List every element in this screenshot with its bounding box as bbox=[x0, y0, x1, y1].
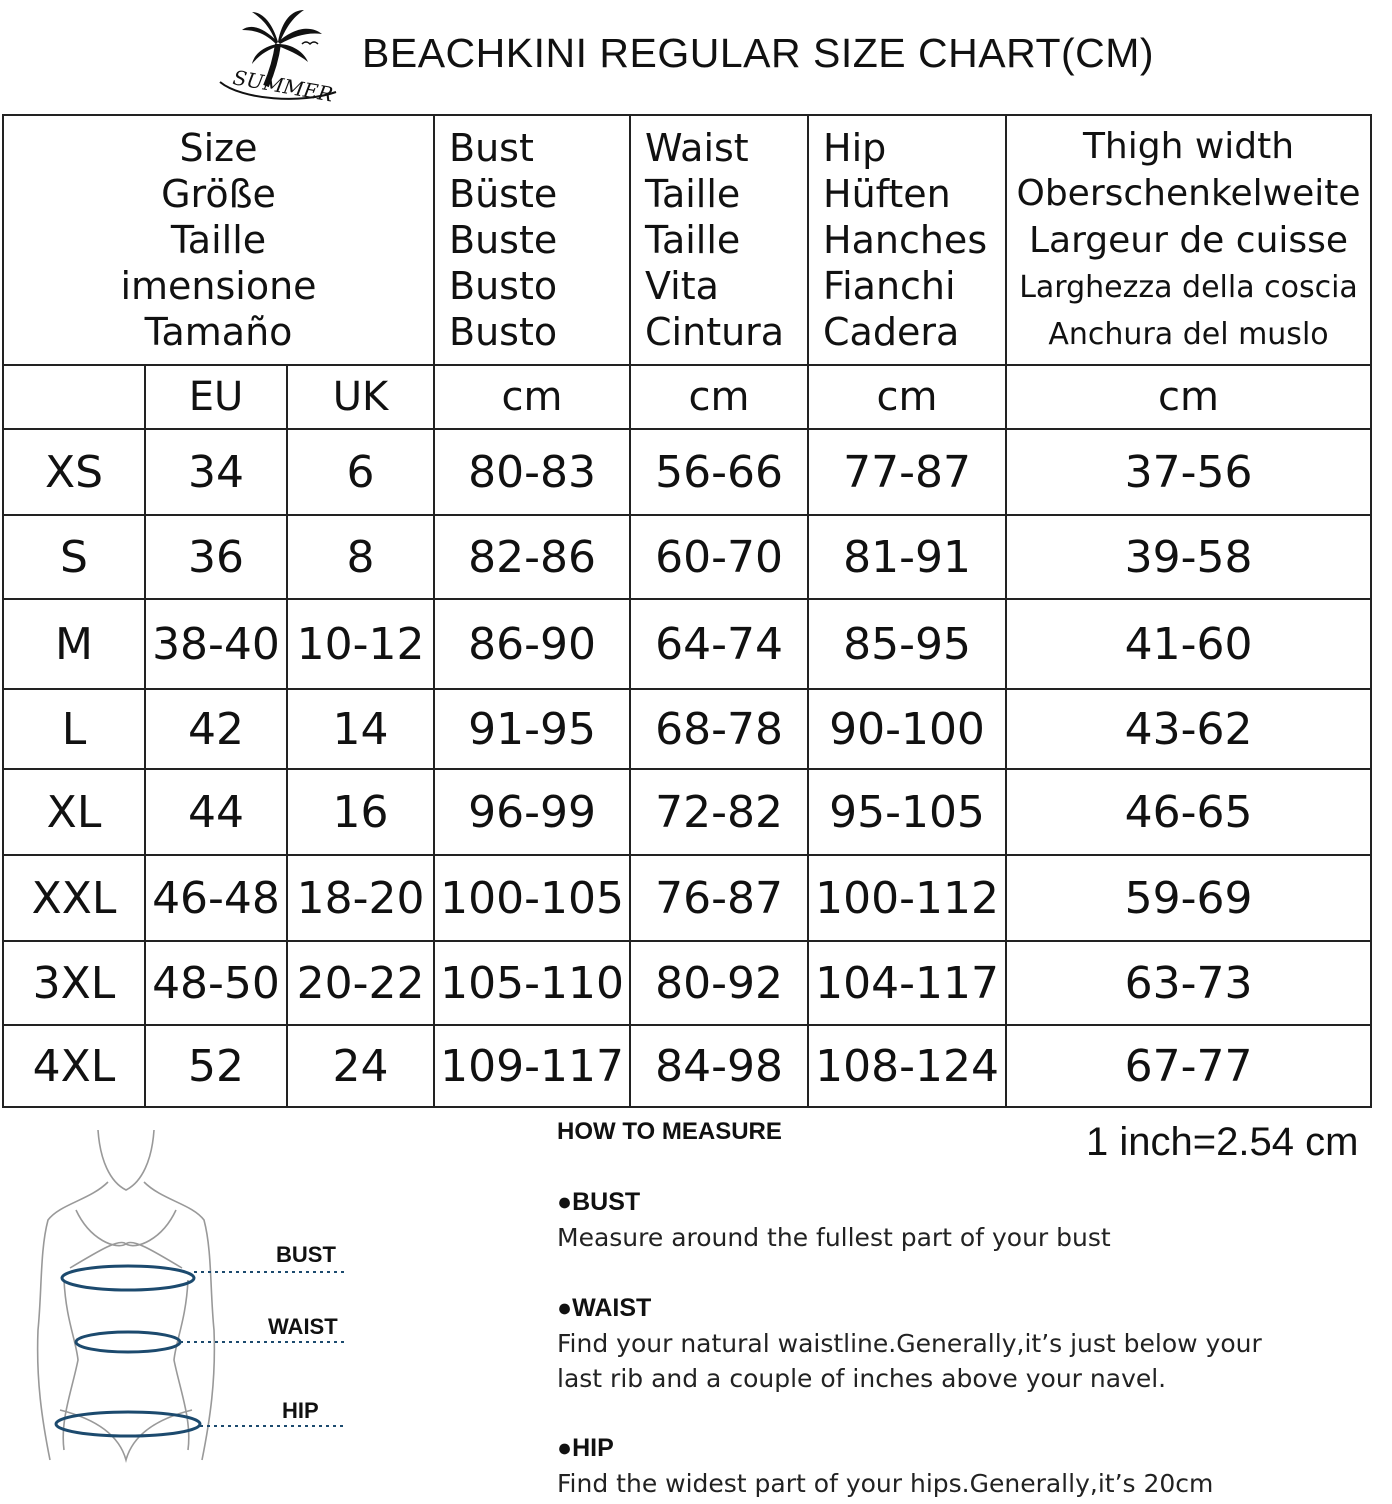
hip-section-title: ●HIP bbox=[557, 1434, 614, 1462]
unit-cell: UK bbox=[287, 365, 434, 429]
unit-cell: cm bbox=[1006, 365, 1371, 429]
palm-tree-logo bbox=[212, 4, 342, 106]
page-title: BEACHKINI REGULAR SIZE CHART(CM) bbox=[362, 30, 1155, 76]
header-bust: Bust Büste Buste Busto Busto bbox=[434, 115, 630, 365]
unit-cell: EU bbox=[145, 365, 287, 429]
logo-text: SUMMER bbox=[231, 65, 335, 106]
table-row: S 36 8 82-86 60-70 81-91 39-58 bbox=[3, 515, 1371, 599]
waist-section-text-2: last rib and a couple of inches above your navel. bbox=[557, 1364, 1167, 1393]
bust-section-title: ●BUST bbox=[557, 1188, 641, 1216]
waist-section-title: ●WAIST bbox=[557, 1294, 652, 1322]
body-measurement-figure bbox=[20, 1120, 360, 1500]
inch-conversion: 1 inch=2.54 cm bbox=[1086, 1120, 1359, 1164]
header-thigh: Thigh width Oberschenkelweite Largeur de cuisse Larghezza della coscia Anchura del muslo bbox=[1006, 115, 1371, 365]
table-row: XXL 46-48 18-20 100-105 76-87 100-112 59-69 bbox=[3, 855, 1371, 941]
waist-section-text-1: Find your natural waistline.Generally,it’s just below your bbox=[557, 1329, 1262, 1358]
units-row bbox=[3, 365, 1371, 429]
how-to-measure-heading: HOW TO MEASURE bbox=[557, 1118, 782, 1145]
bust-section-text: Measure around the fullest part of your bust bbox=[557, 1223, 1111, 1252]
size-chart-table bbox=[2, 114, 1372, 1108]
header-hip: Hip Hüften Hanches Fianchi Cadera bbox=[808, 115, 1006, 365]
hip-section-text: Find the widest part of your hips.Generally,it’s 20cm bbox=[557, 1469, 1214, 1498]
table-row: 4XL 52 24 109-117 84-98 108-124 67-77 bbox=[3, 1025, 1371, 1107]
header-waist: Waist Taille Taille Vita Cintura bbox=[630, 115, 808, 365]
body-outline-illustration bbox=[20, 1120, 360, 1500]
unit-cell: cm bbox=[808, 365, 1006, 429]
table-row: M 38-40 10-12 86-90 64-74 85-95 41-60 bbox=[3, 599, 1371, 689]
header-size: Size Größe Taille imensione Tamaño bbox=[3, 115, 434, 365]
unit-cell: cm bbox=[434, 365, 630, 429]
page-header bbox=[0, 0, 1392, 112]
unit-cell bbox=[3, 365, 145, 429]
figure-label-hip: HIP bbox=[282, 1398, 319, 1423]
table-header-row bbox=[3, 115, 1371, 365]
figure-label-waist: WAIST bbox=[268, 1314, 338, 1339]
table-row: XS 34 6 80-83 56-66 77-87 37-56 bbox=[3, 429, 1371, 515]
figure-label-bust: BUST bbox=[276, 1242, 336, 1267]
table-row: L 42 14 91-95 68-78 90-100 43-62 bbox=[3, 689, 1371, 769]
table-row: 3XL 48-50 20-22 105-110 80-92 104-117 63-73 bbox=[3, 941, 1371, 1025]
table-row: XL 44 16 96-99 72-82 95-105 46-65 bbox=[3, 769, 1371, 855]
unit-cell: cm bbox=[630, 365, 808, 429]
